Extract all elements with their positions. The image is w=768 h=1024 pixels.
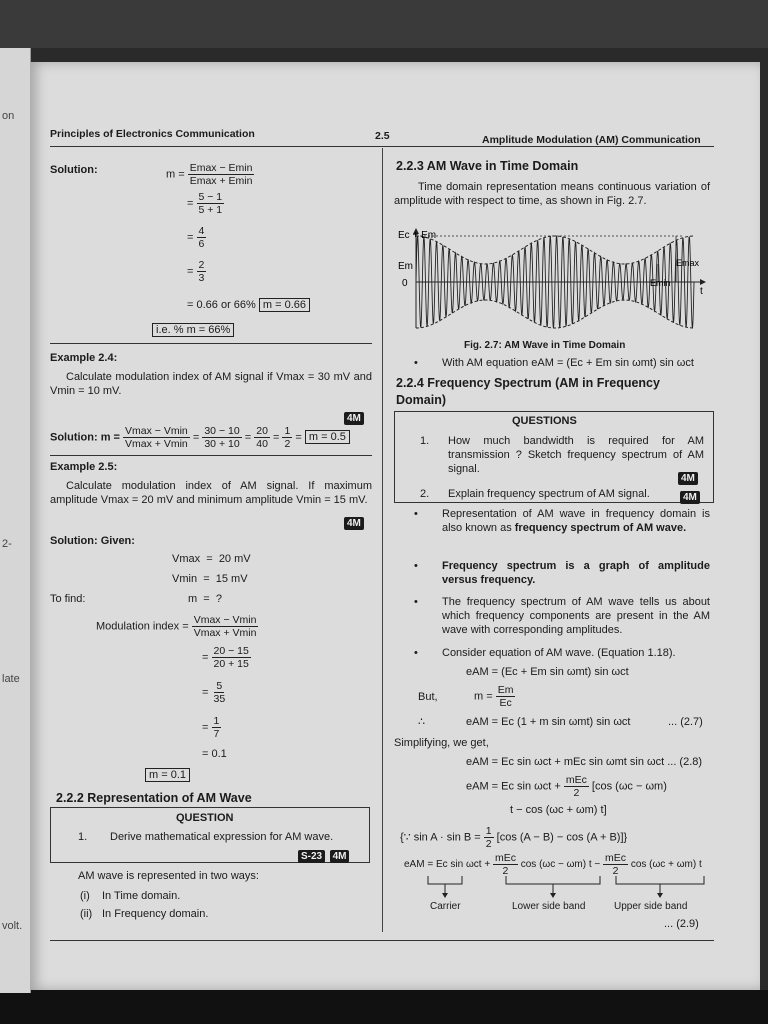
equation-line: = $\frac{4}{6}$	[187, 225, 205, 250]
equation-line: = $\frac{20 - 15}{20 + 15}$	[202, 645, 249, 670]
left-page-text: late	[2, 673, 20, 685]
equation-label: ∴	[418, 716, 425, 728]
question-number: 1.	[78, 831, 88, 843]
question-text: How much bandwidth is required for AM transmission ? Sketch frequency spectrum of AM signal.	[448, 435, 704, 475]
x-axis-arrow	[700, 279, 706, 285]
result-box: m = 0.1	[145, 768, 190, 782]
list-item: In Frequency domain.	[102, 908, 209, 920]
marks-badge: 4M	[678, 468, 698, 486]
bullet-icon: •	[414, 357, 418, 369]
figure-label: Em	[398, 261, 413, 272]
footer-rule	[50, 940, 714, 941]
header-book-title: Principles of Electronics Communication	[50, 128, 255, 140]
figure-label: Emin	[650, 278, 671, 288]
equation-line: eAM = Ec sin ωct + mEc sin ωmt sin ωct ... (2.8)	[466, 756, 703, 768]
upper-sideband-label: Upper side band	[614, 901, 688, 912]
bullet-text: Consider equation of AM wave. (Equation 1.18).	[442, 647, 676, 659]
final-equation: eAM = Ec sin ωct + $\frac{\text{mEc}}{2}$ cos (ωc − ωm) t − $\frac{\text{mEc}}{2}$ cos (ωc + ωm) t	[404, 852, 702, 877]
question-number: 1.	[420, 435, 430, 447]
question-text: Derive mathematical expression for AM wave.	[110, 831, 334, 843]
equation-line: eAM = (Ec + Em sin ωmt) sin ωct	[466, 666, 629, 678]
question-number: 2.	[420, 488, 430, 500]
figure-label: 0	[402, 278, 408, 289]
equation-line: eAM = Ec (1 + m sin ωmt) sin ωct	[466, 716, 631, 728]
to-find-label: To find:	[50, 593, 86, 605]
equation-result: = 0.1	[202, 748, 227, 760]
figure-label: Ec + Em	[398, 230, 437, 241]
equation-line: = $\frac{1}{7}$	[202, 715, 220, 740]
equation-line: = $\frac{5 - 1}{5 + 1}$	[187, 191, 223, 216]
marks-badge: 4M	[344, 408, 364, 426]
section-rule	[50, 455, 372, 456]
paragraph: Time domain representation means continuous variation of amplitude with respect to time, as shown in Fig. 2.7.	[394, 181, 710, 207]
list-number: (i)	[80, 890, 90, 902]
marks-badges: S-23 4M	[298, 846, 349, 864]
identity-line: {∵ sin A · sin B = $\frac{1}{2}$ [cos (A − B) − cos (A + B)]}	[400, 825, 628, 850]
bullet-icon: •	[414, 508, 418, 520]
section-heading: 2.2.3 AM Wave in Time Domain	[396, 159, 579, 173]
equation-line: = $\frac{5}{35}$	[202, 680, 226, 705]
given-vmin: Vmin = 15 mV	[172, 573, 248, 585]
modulation-index-line: Modulation index = $\frac{Vmax - Vmin}{Vmax + Vmin}$	[96, 614, 257, 639]
section-heading: 2.2.2 Representation of AM Wave	[56, 791, 252, 805]
figure-caption: Fig. 2.7: AM Wave in Time Domain	[464, 340, 626, 351]
carrier-label: Carrier	[430, 901, 461, 912]
background-bottom	[0, 990, 768, 1024]
bullet-icon: •	[414, 560, 418, 572]
result-box: m = 0.66	[259, 298, 310, 312]
figure-label: t	[700, 286, 703, 297]
equation-number: ... (2.9)	[664, 918, 699, 930]
equation-line: t − cos (ωc + ωm) t]	[510, 804, 607, 816]
background-top	[0, 0, 768, 48]
header-chapter-title: Amplitude Modulation (AM) Communication	[482, 134, 701, 146]
figure-label: Emax	[676, 258, 700, 268]
question-text: Explain frequency spectrum of AM signal.	[448, 488, 650, 500]
left-page-edge	[0, 48, 31, 993]
column-divider	[382, 148, 383, 932]
left-page-text: volt.	[2, 920, 23, 932]
example-title: Example 2.4:	[50, 352, 118, 364]
m-symbol: m =	[166, 168, 185, 181]
solution-equation: Solution: m = $\frac{Vmax - Vmin}{Vmax + Vmin}$ = $\frac{30 - 10}{30 + 10}$ = $\frac{20}{40}$ = $\frac{1}{2}$ = m = 0.5	[50, 425, 350, 450]
fraction: $\frac{4}{6}$	[198, 225, 205, 250]
list-item: In Time domain.	[102, 890, 181, 902]
bullet-icon: •	[414, 596, 418, 608]
example-text: Calculate modulation index of AM signal. If maximum amplitude Vmax = 20 mV and minimum amplitude Vmin = 15 mV.	[50, 480, 372, 506]
bullet-text: Frequency spectrum is a graph of amplitude versus frequency.	[442, 560, 710, 586]
result-box: m = 0.5	[305, 430, 350, 444]
am-wave-figure	[394, 224, 712, 334]
equation-line	[166, 162, 254, 187]
question-heading: QUESTION	[176, 812, 234, 824]
solution-given: Solution: Given:	[50, 535, 135, 547]
bullet-text: Representation of AM wave in frequency domain is also known as frequency spectrum of AM wave.	[442, 508, 710, 534]
left-page-text: on	[2, 110, 15, 122]
book-page	[30, 62, 760, 990]
equation-line: eAM = Ec sin ωct + $\frac{\text{mEc}}{2}$ [cos (ωc − ωm)	[466, 774, 667, 799]
questions-heading: QUESTIONS	[512, 415, 577, 427]
lower-sideband-label: Lower side band	[512, 901, 586, 912]
fraction: $\frac{5 - 1}{5 + 1}$	[198, 191, 223, 216]
sideband-brackets	[394, 874, 712, 900]
bullet-text: With AM equation eAM = (Ec + Em sin ωmt) sin ωct	[442, 357, 694, 369]
list-number: (ii)	[80, 908, 93, 920]
header-page-number: 2.5	[375, 130, 390, 142]
equation-number: ... (2.7)	[668, 716, 703, 728]
paragraph: Simplifying, we get,	[394, 737, 489, 749]
fraction: $\frac{2}{3}$	[198, 259, 205, 284]
bullet-text: The frequency spectrum of AM wave tells us about which frequency components are present in the AM wave with corresponding amplitudes.	[442, 596, 710, 636]
example-text: Calculate modulation index of AM signal if Vmax = 30 mV and Vmin = 10 mV.	[50, 371, 372, 397]
result-line: = 0.66 or 66% m = 0.66	[187, 298, 310, 312]
percentage-line	[152, 323, 234, 337]
percentage-box: i.e. % m = 66%	[152, 323, 234, 337]
to-find-m: m = ?	[188, 593, 222, 605]
section-heading: 2.2.4 Frequency Spectrum (AM in Frequency Domain)	[396, 376, 660, 407]
equation-label: But,	[418, 691, 438, 703]
header-rule	[50, 146, 714, 147]
solution-label: Solution:	[50, 164, 98, 176]
section-rule	[50, 343, 372, 344]
example-title: Example 2.5:	[50, 461, 118, 473]
given-vmax: Vmax = 20 mV	[172, 553, 251, 565]
equation-line: = $\frac{2}{3}$	[187, 259, 205, 284]
fraction: $\frac{Emax - Emin}{Emax + Emin}$	[189, 162, 253, 187]
paragraph: AM wave is represented in two ways:	[78, 870, 259, 882]
equation-line: m = $\frac{Em}{Ec}$	[474, 684, 514, 709]
left-page-text: 2-	[2, 538, 12, 550]
bullet-icon: •	[414, 647, 418, 659]
result-line	[145, 768, 190, 782]
marks-badge: 4M	[680, 487, 700, 505]
marks-badge: 4M	[344, 513, 364, 531]
